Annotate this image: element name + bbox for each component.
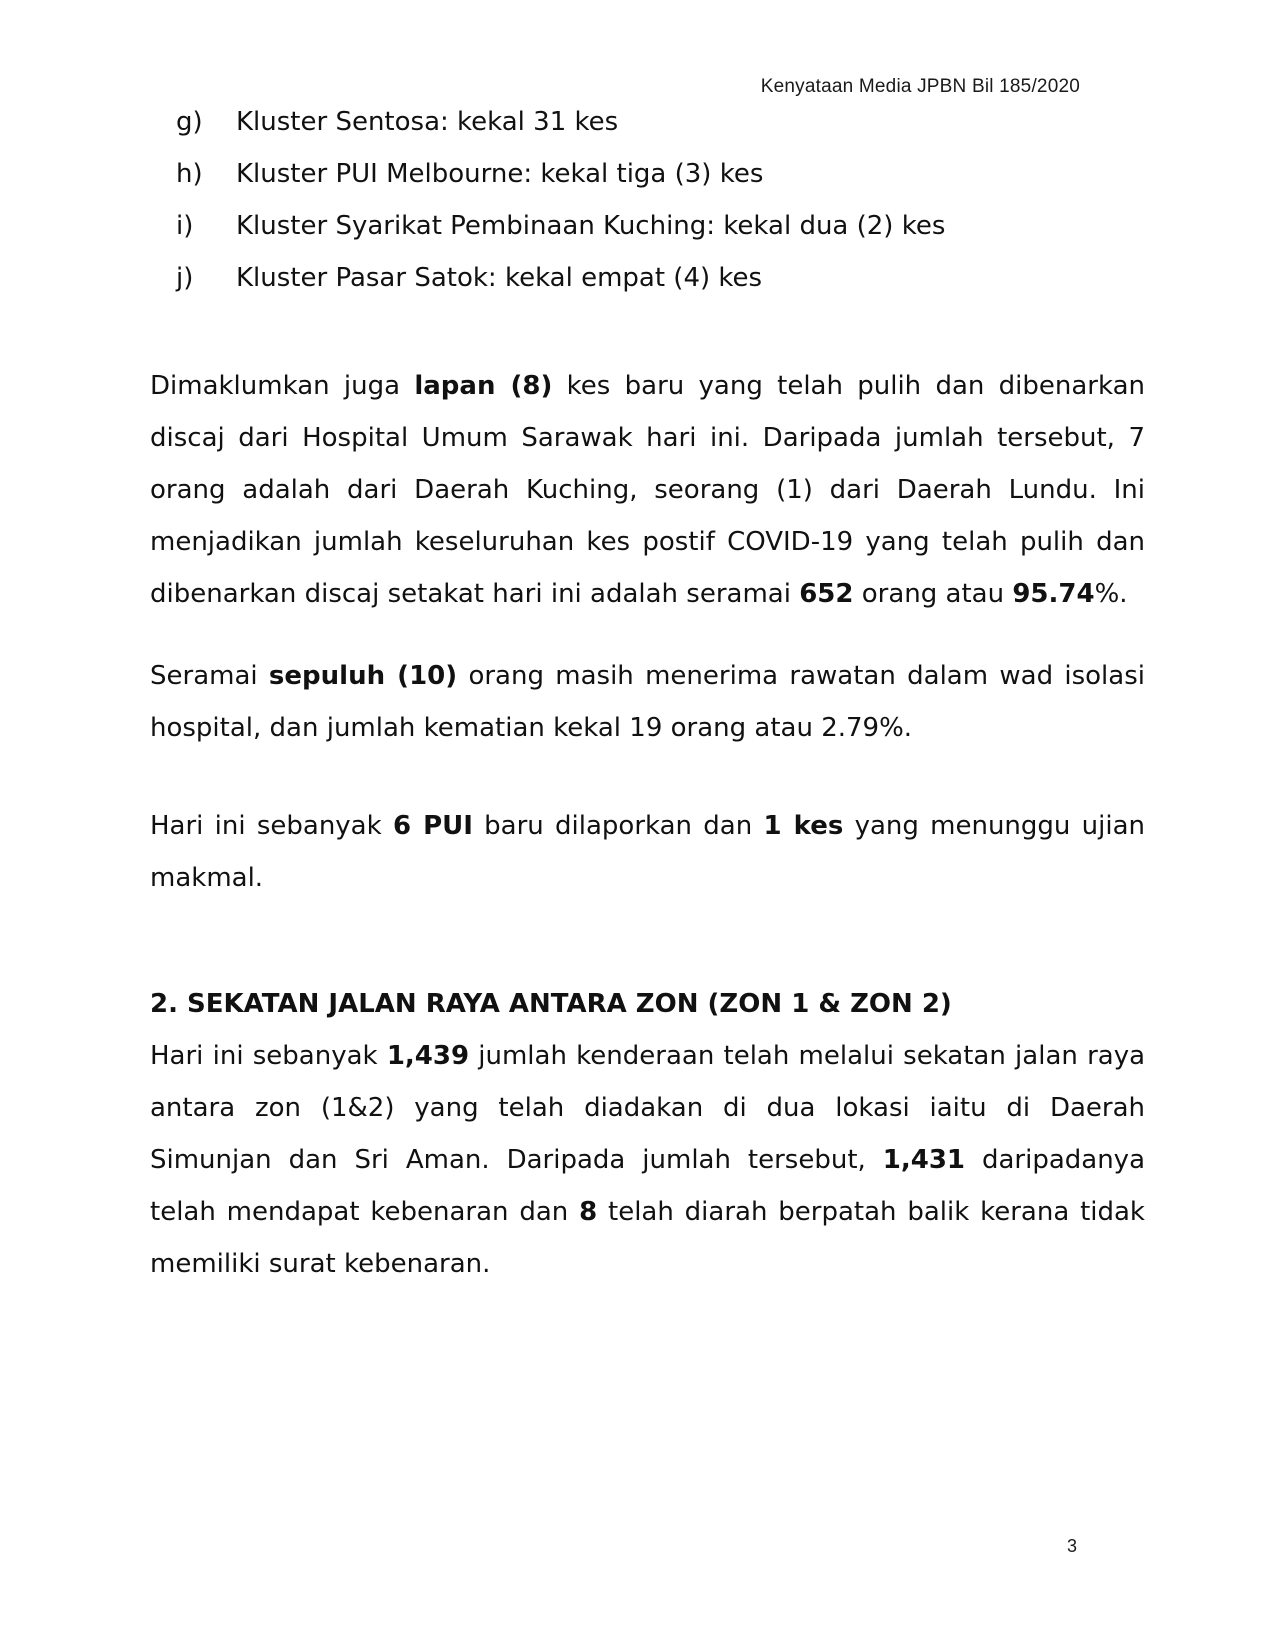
text-run: jumlah kenderaan telah melalui sekatan jalan raya antara zon (1&2) yang telah diadakan di dua lokasi iaitu di Daerah Simunjan dan Sri Aman. Daripada jumlah tersebut, [150, 1041, 1146, 1175]
treatment-paragraph [150, 650, 1145, 754]
treatment-count-bold: sepuluh (10) [268, 661, 458, 691]
text-run: Dimaklumkan juga [150, 371, 415, 401]
cluster-list [176, 96, 1136, 304]
list-item [176, 252, 1136, 304]
text-run: orang masih menerima rawatan dalam wad isolasi hospital, dan jumlah kematian kekal 19 orang atau 2.79%. [150, 661, 1145, 743]
list-item-text: Kluster PUI Melbourne: kekal tiga (3) kes [236, 159, 764, 189]
pui-paragraph [150, 800, 1145, 904]
recovery-percent-bold: 95.74 [1012, 579, 1095, 609]
text-run: kes baru yang telah pulih dan dibenarkan discaj dari Hospital Umum Sarawak hari ini. Daripada jumlah tersebut, 7 orang adalah dari Daerah Kuching, seorang (1) dari Daerah Lundu. Ini menjadikan jumlah keseluruhan kes postif COVID-19 yang telah pulih dan dibenarkan discaj setakat hari ini adalah seramai [150, 371, 1145, 609]
list-item [176, 96, 1136, 148]
recovered-cases-paragraph [150, 360, 1145, 620]
text-run: daripadanya telah mendapat kebenaran dan [150, 1145, 1145, 1227]
text-run: %. [1094, 579, 1128, 609]
text-run: yang menunggu ujian makmal. [150, 811, 1145, 893]
pui-count-bold: 6 PUI [392, 811, 473, 841]
list-item-text: Kluster Syarikat Pembinaan Kuching: kekal dua (2) kes [236, 211, 946, 241]
text-run: orang atau [853, 579, 1013, 609]
text-run: baru dilaporkan dan [472, 811, 764, 841]
recovered-count-bold: lapan (8) [414, 371, 553, 401]
text-run: Hari ini sebanyak [150, 1041, 387, 1071]
section-heading: 2. SEKATAN JALAN RAYA ANTARA ZON (ZON 1 & ZON 2) [150, 989, 952, 1019]
text-run: Seramai [150, 661, 269, 691]
vehicle-turned-back-bold: 8 [579, 1197, 598, 1227]
list-item [176, 148, 1136, 200]
list-item-text: Kluster Sentosa: kekal 31 kes [236, 107, 619, 137]
page-number: 3 [1066, 1536, 1077, 1556]
list-marker: j) [176, 263, 194, 293]
list-item [176, 200, 1136, 252]
pending-test-bold: 1 kes [763, 811, 844, 841]
list-marker: g) [176, 107, 203, 137]
list-marker: i) [176, 211, 194, 241]
roadblock-paragraph [150, 1030, 1145, 1290]
text-run: telah diarah berpatah balik kerana tidak memiliki surat kebenaran. [150, 1197, 1145, 1279]
vehicle-permitted-bold: 1,431 [882, 1145, 966, 1175]
text-run: Hari ini sebanyak [150, 811, 393, 841]
document-reference: Kenyataan Media JPBN Bil 185/2020 [760, 76, 1080, 97]
vehicle-total-bold: 1,439 [386, 1041, 470, 1071]
total-recovered-bold: 652 [799, 579, 854, 609]
list-marker: h) [176, 159, 203, 189]
list-item-text: Kluster Pasar Satok: kekal empat (4) kes [236, 263, 763, 293]
